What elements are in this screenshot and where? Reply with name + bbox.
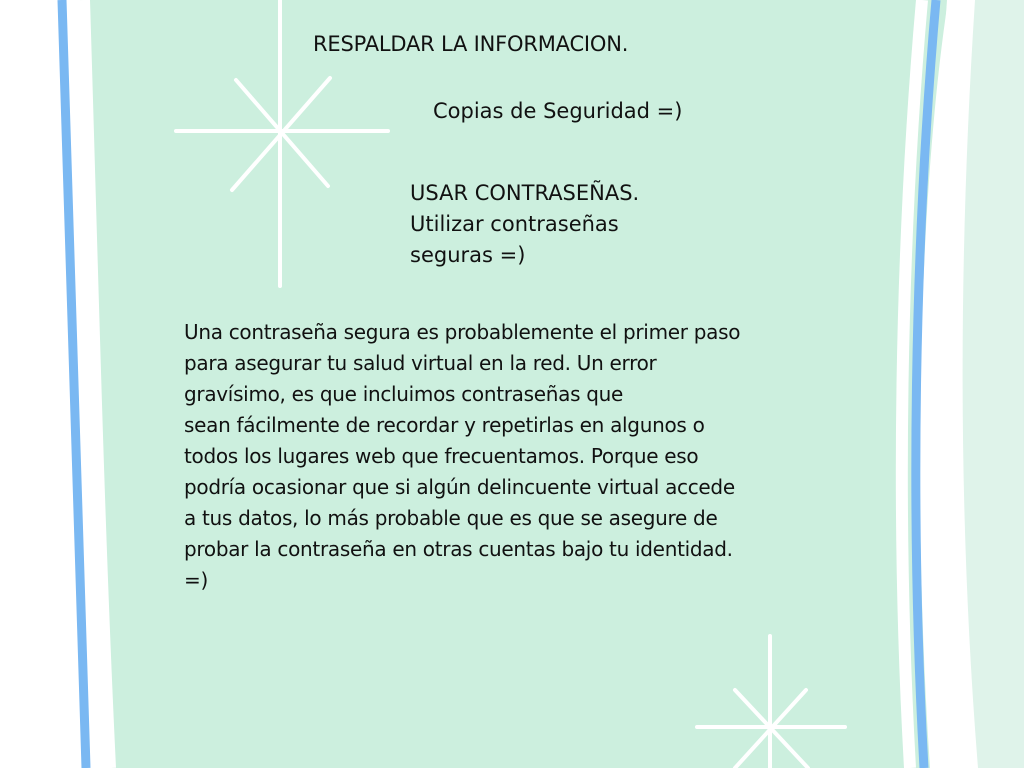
paragraph-line: gravísimo, es que incluimos contraseñas que — [184, 382, 624, 406]
paragraph-line: sean fácilmente de recordar y repetirlas en algunos o — [184, 413, 705, 437]
paragraph-line: para asegurar tu salud virtual en la red. Un error — [184, 351, 657, 375]
body-paragraph — [184, 317, 740, 596]
paragraph-line: todos los lugares web que frecuentamos. Porque eso — [184, 444, 699, 468]
passwords-block — [410, 178, 639, 271]
slide-title: RESPALDAR LA INFORMACION. — [313, 32, 629, 56]
paragraph-line: a tus datos, lo más probable que es que se asegure de — [184, 506, 718, 530]
paragraph-line: =) — [184, 568, 208, 592]
right-pale-band — [963, 0, 1024, 768]
passwords-block-line: seguras =) — [410, 243, 526, 267]
paragraph-line: Una contraseña segura es probablemente el primer paso — [184, 320, 741, 344]
paragraph-line: probar la contraseña en otras cuentas bajo tu identidad. — [184, 537, 733, 561]
passwords-block-line: USAR CONTRASEÑAS. — [410, 181, 640, 205]
right-white-stripe-outer — [945, 0, 960, 768]
slide-subtitle: Copias de Seguridad =) — [433, 99, 683, 123]
passwords-block-line: Utilizar contraseñas — [410, 212, 619, 236]
paragraph-line: podría ocasionar que si algún delincuente virtual accede — [184, 475, 735, 499]
